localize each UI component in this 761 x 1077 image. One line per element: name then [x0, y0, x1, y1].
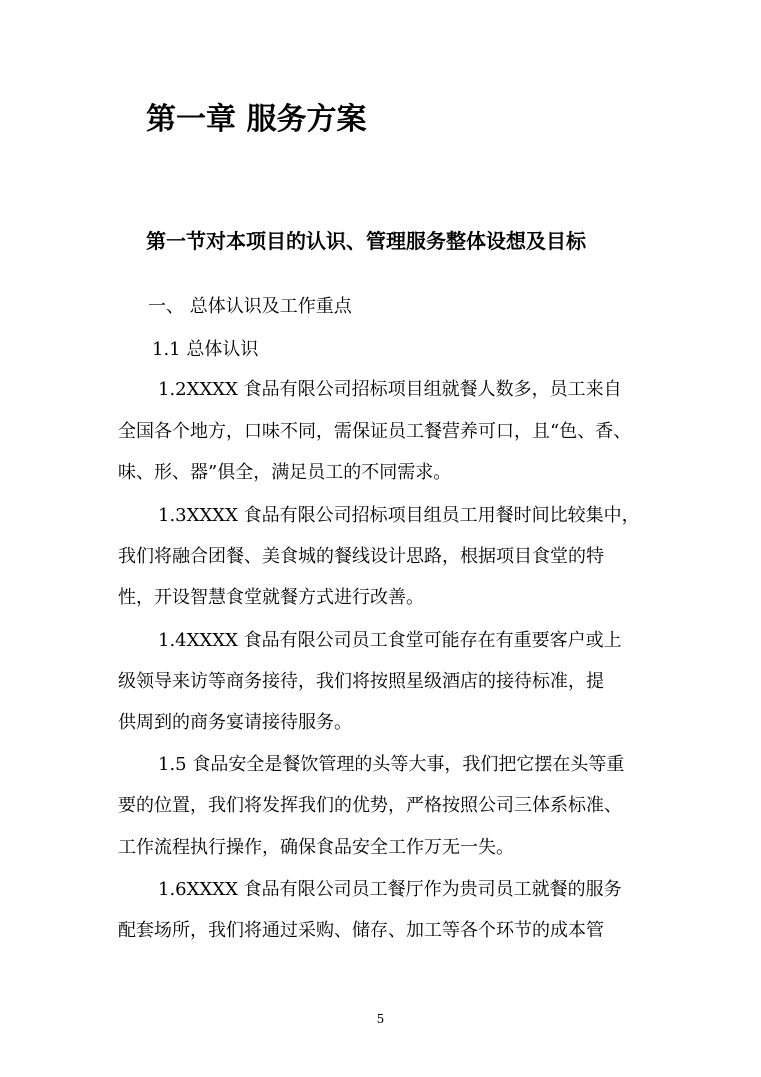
paragraph-line: 1.3XXXX 食品有限公司招标项目组员工用餐时间比较集中， — [158, 505, 640, 526]
paragraph-line: 性，开设智慧食堂就餐方式进行改善。 — [118, 587, 424, 608]
page-number: 5 — [376, 1012, 385, 1026]
chapter-title: 第一章 服务方案 — [146, 102, 367, 137]
paragraph-line: 1.4XXXX 食品有限公司员工食堂可能存在有重要客户或上 — [158, 630, 622, 651]
paragraph-line: 配套场所，我们将通过采购、储存、加工等各个环节的成本管 — [118, 920, 604, 941]
paragraph-line: 全国各个地方，口味不同，需保证员工餐营养可口，且“色、香、 — [118, 421, 632, 442]
sub-item: 1.1 总体认识 — [152, 339, 259, 360]
section-title: 第一节对本项目的认识、管理服务整体设想及目标 — [146, 229, 586, 253]
paragraph-line: 味、形、器”俱全，满足员工的不同需求。 — [118, 462, 452, 483]
paragraph-line: 我们将融合团餐、美食城的餐线设计思路，根据项目食堂的特 — [118, 546, 604, 567]
paragraph-line: 1.2XXXX 食品有限公司招标项目组就餐人数多，员工来自 — [158, 379, 622, 400]
paragraph-line: 1.6XXXX 食品有限公司员工餐厅作为贵司员工就餐的服务 — [158, 879, 622, 900]
paragraph-line: 级领导来访等商务接待，我们将按照星级酒店的接待标准，提 — [118, 671, 604, 692]
subheading: 一、 总体认识及工作重点 — [148, 296, 352, 317]
paragraph-line: 1.5 食品安全是餐饮管理的头等大事，我们把它摆在头等重 — [158, 754, 625, 775]
paragraph-line: 要的位置，我们将发挥我们的优势，严格按照公司三体系标准、 — [118, 795, 622, 816]
paragraph-line: 供周到的商务宴请接待服务。 — [118, 712, 352, 733]
paragraph-line: 工作流程执行操作，确保食品安全工作万无一失。 — [118, 837, 514, 858]
